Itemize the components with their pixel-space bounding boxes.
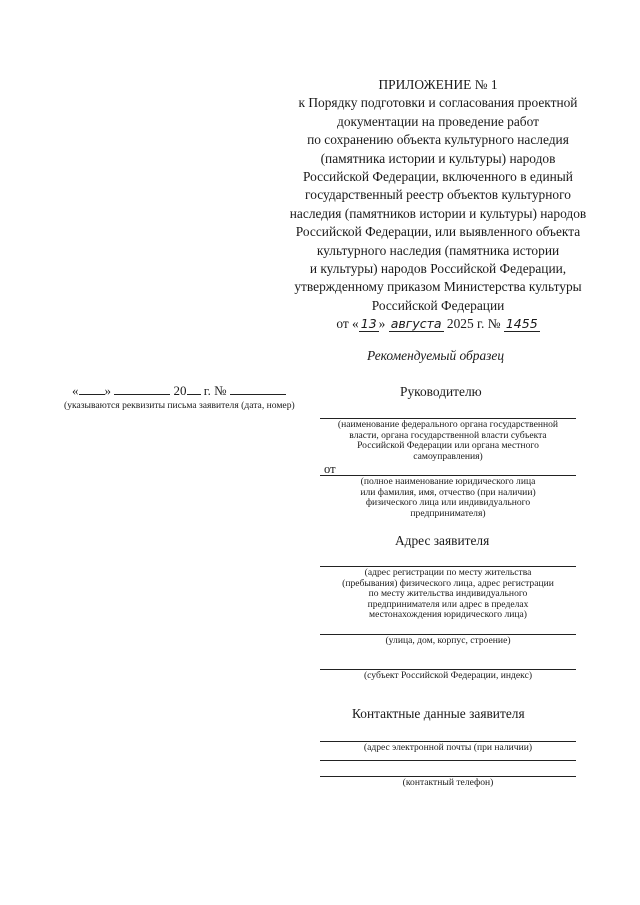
caption-line: (наименование федерального органа государственной xyxy=(337,419,559,430)
email-caption xyxy=(320,743,576,754)
from-label: от xyxy=(324,462,336,476)
requisites-note: (указываются реквизиты письма заявителя (дата, номер) xyxy=(64,400,295,411)
number-blank[interactable] xyxy=(230,383,286,395)
year-suffix: г. № xyxy=(203,383,227,398)
order-number: 1455 xyxy=(505,316,538,332)
address-caption xyxy=(320,568,576,621)
appendix-line: и культуры) народов Российской Федерации, xyxy=(309,261,567,277)
appendix-line: к Порядку подготовки и согласования проектной xyxy=(298,95,578,111)
caption-line: самоуправления) xyxy=(413,450,483,462)
appendix-line: (памятника истории и культуры) народов xyxy=(320,150,556,166)
day-blank[interactable] xyxy=(79,383,105,395)
year-blank[interactable] xyxy=(187,383,201,395)
contacts-heading: Контактные данные заявителя xyxy=(352,706,525,721)
caption-line: местонахождения юридического лица) xyxy=(369,609,527,621)
appendix-line: государственный реестр объектов культурного xyxy=(305,187,571,203)
caption-line: (адрес электронной почты (при наличии) xyxy=(363,742,533,753)
email-blank-2[interactable] xyxy=(320,760,576,761)
order-prefix: от « xyxy=(336,316,359,332)
appendix-line: документации на проведение работ xyxy=(337,113,539,129)
appendix-header xyxy=(262,76,614,334)
order-month: августа xyxy=(390,316,442,332)
region-caption xyxy=(320,671,576,682)
letter-requisites xyxy=(72,383,286,399)
appendix-line: утвержденному приказом Министерства культуры xyxy=(294,279,582,295)
close-quote: » xyxy=(104,383,111,398)
caption-line: Российской Федерации или органа местного xyxy=(357,440,539,452)
caption-line: (улица, дом, корпус, строение) xyxy=(385,635,511,646)
order-mid: » xyxy=(378,316,386,332)
recommended-sample-label: Рекомендуемый образец xyxy=(367,348,505,363)
appendix-line: Российской Федерации, или выявленного объекта xyxy=(295,224,581,240)
open-quote: « xyxy=(72,383,79,398)
appendix-line: Российской Федерации xyxy=(371,297,505,313)
caption-line: по месту жительства индивидуального xyxy=(368,588,528,600)
appendix-line: наследия (памятников истории и культуры) народов xyxy=(289,205,587,221)
caption-line: (полное наименование юридического лица xyxy=(360,476,536,487)
applicant-caption xyxy=(320,477,576,519)
caption-line: (адрес регистрации по месту жительства xyxy=(364,567,532,578)
month-blank[interactable] xyxy=(114,383,170,395)
order-year: 2025 г. № xyxy=(446,316,501,332)
appendix-line: Российской Федерации, включенного в единый xyxy=(303,169,573,185)
addressee-heading: Руководителю xyxy=(400,384,482,399)
address-heading: Адрес заявителя xyxy=(395,533,490,548)
appendix-title: ПРИЛОЖЕНИЕ № 1 xyxy=(378,77,498,92)
caption-line: предпринимателя) xyxy=(410,507,486,519)
caption-line: (контактный телефон) xyxy=(402,777,494,788)
caption-line: или фамилия, имя, отчество (при наличии) xyxy=(360,486,536,498)
order-reference xyxy=(262,315,614,333)
appendix-line: культурного наследия (памятника истории xyxy=(316,242,560,258)
appendix-line: по сохранению объекта культурного наследия xyxy=(307,132,569,148)
caption-line: физического лица или индивидуального xyxy=(365,497,531,509)
order-day: 13 xyxy=(360,316,377,332)
phone-caption xyxy=(320,778,576,789)
street-caption xyxy=(320,636,576,647)
caption-line: предпринимателя или адрес в пределах xyxy=(367,598,529,610)
caption-line: (субъект Российской Федерации, индекс) xyxy=(363,670,533,681)
caption-line: власти, органа государственной власти субъекта xyxy=(349,429,547,441)
caption-line: (пребывания) физического лица, адрес регистрации xyxy=(342,577,554,589)
authority-caption xyxy=(320,420,576,462)
year-prefix: 20 xyxy=(173,383,187,398)
